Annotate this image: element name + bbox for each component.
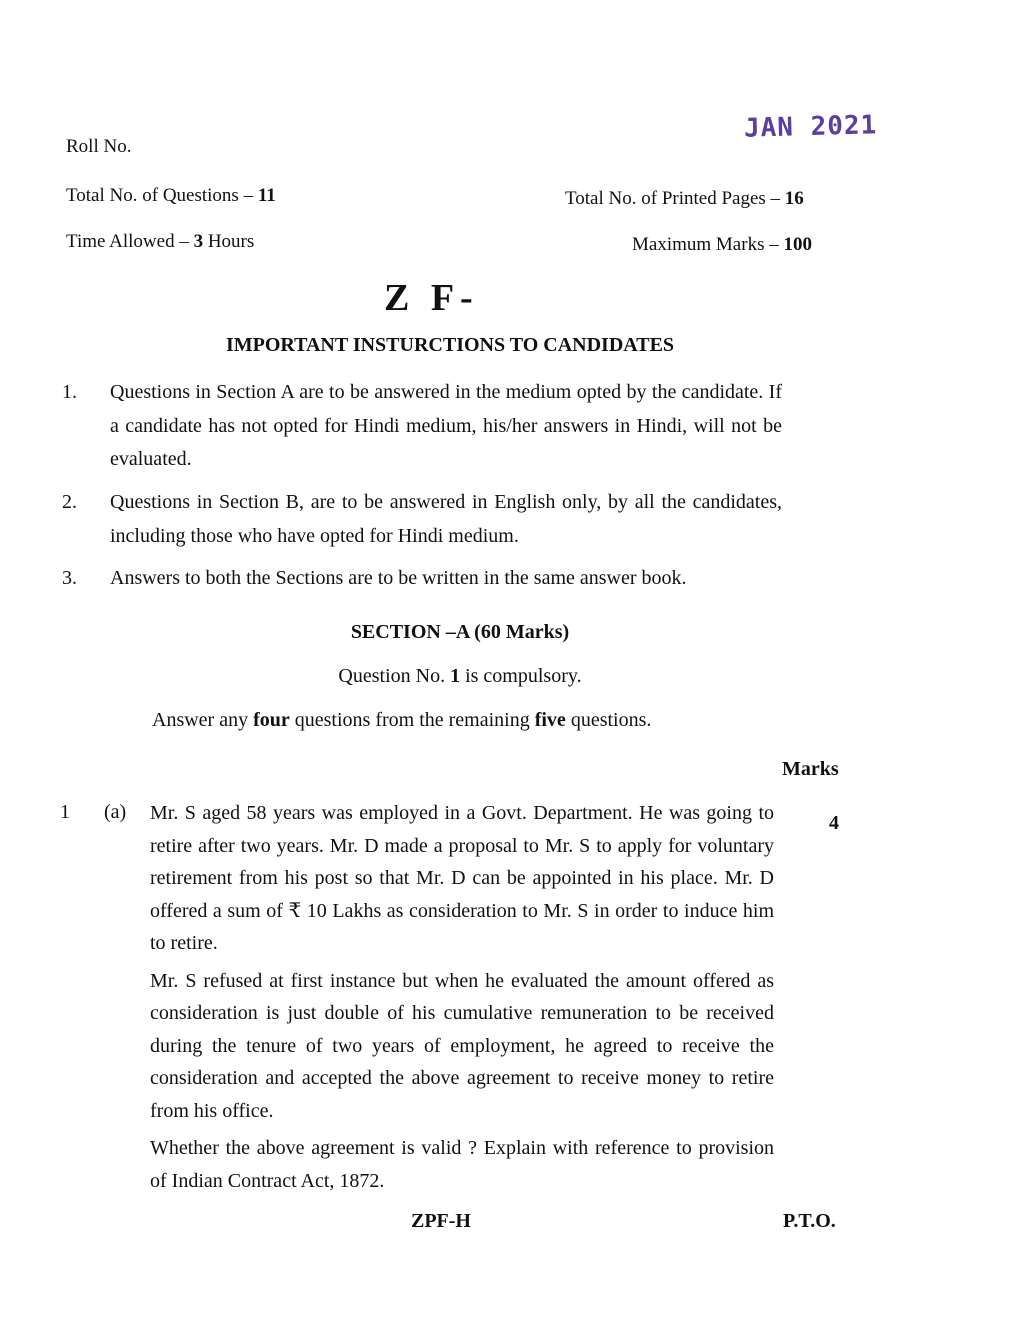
time-allowed-label: Time Allowed –: [66, 231, 194, 252]
instruction-text: Questions in Section A are to be answered in the medium opted by the candidate. If a candidate has not opted for Hindi medium, his/her answers in Hindi, will not be evaluated.: [110, 381, 782, 470]
question-paragraph: Mr. S aged 58 years was employed in a Govt. Department. He was going to retire after two years. Mr. D made a proposal to Mr. S to apply for voluntary retirement from his post so that Mr. D can be appointed in his place. Mr. D offered a sum of ₹ 10 Lakhs as consideration to Mr. S in order to induce him to retire.: [150, 802, 774, 954]
instruction-number: 1.: [62, 381, 77, 403]
answer-post: questions.: [565, 709, 652, 731]
instruction-item-2: [62, 486, 782, 553]
compulsory-note: [10, 665, 910, 688]
instruction-text: Answers to both the Sections are to be written in the same answer book.: [110, 567, 687, 589]
question-number: 1: [60, 801, 70, 823]
maximum-marks-value: 100: [783, 234, 812, 255]
instruction-text: Questions in Section B, are to be answered in English only, by all the candidates, including those who have opted for Hindi medium.: [110, 491, 782, 547]
instruction-number: 3.: [62, 567, 77, 589]
marks-column-label: Marks: [782, 758, 839, 780]
footer-paper-code: ZPF-H: [411, 1210, 471, 1232]
total-questions-label: Total No. of Questions –: [66, 185, 258, 206]
instruction-number: 2.: [62, 491, 77, 513]
compulsory-post: is compulsory.: [460, 665, 582, 687]
instruction-item-3: [62, 562, 822, 596]
compulsory-pre: Question No.: [338, 665, 451, 687]
roll-no-label: Roll No.: [66, 136, 132, 157]
instruction-item-1: [62, 376, 782, 477]
question-body: [150, 797, 774, 1202]
total-questions: [66, 185, 276, 208]
time-allowed-value: 3: [193, 231, 204, 252]
footer-pto: P.T.O.: [783, 1210, 836, 1232]
answer-pre: Answer any: [152, 709, 254, 731]
maximum-marks: [632, 234, 812, 257]
printed-pages: [565, 188, 804, 211]
answer-four: four: [253, 709, 290, 731]
maximum-marks-label: Maximum Marks –: [632, 234, 784, 255]
answer-mid: questions from the remaining: [289, 709, 535, 731]
printed-pages-label: Total No. of Printed Pages –: [565, 188, 785, 209]
printed-pages-value: 16: [784, 188, 804, 209]
question-paragraph: Mr. S refused at first instance but when he evaluated the amount offered as consideration is just double of his cumulative remuneration to be received during the tenure of two years of employment, he agreed to receive the consideration and accepted the above agreement to receive money to retire from his office.: [150, 969, 774, 1122]
compulsory-num: 1: [450, 665, 461, 687]
answer-note: [152, 708, 651, 732]
question-paragraph: Whether the above agreement is valid ? Explain with reference to provision of Indian Contract Act, 1872.: [150, 1137, 774, 1192]
paper-code: Z F-: [384, 277, 479, 319]
instructions-heading: IMPORTANT INSTURCTIONS TO CANDIDATES: [225, 334, 675, 356]
question-marks: 4: [829, 812, 839, 834]
answer-five: five: [534, 709, 566, 731]
total-questions-value: 11: [257, 185, 276, 206]
date-stamp: JAN 2021: [743, 110, 878, 144]
time-allowed-unit: Hours: [203, 231, 255, 252]
time-allowed: [66, 231, 254, 254]
question-part: (a): [104, 801, 127, 823]
section-a-title: SECTION –A (60 Marks): [350, 621, 570, 643]
